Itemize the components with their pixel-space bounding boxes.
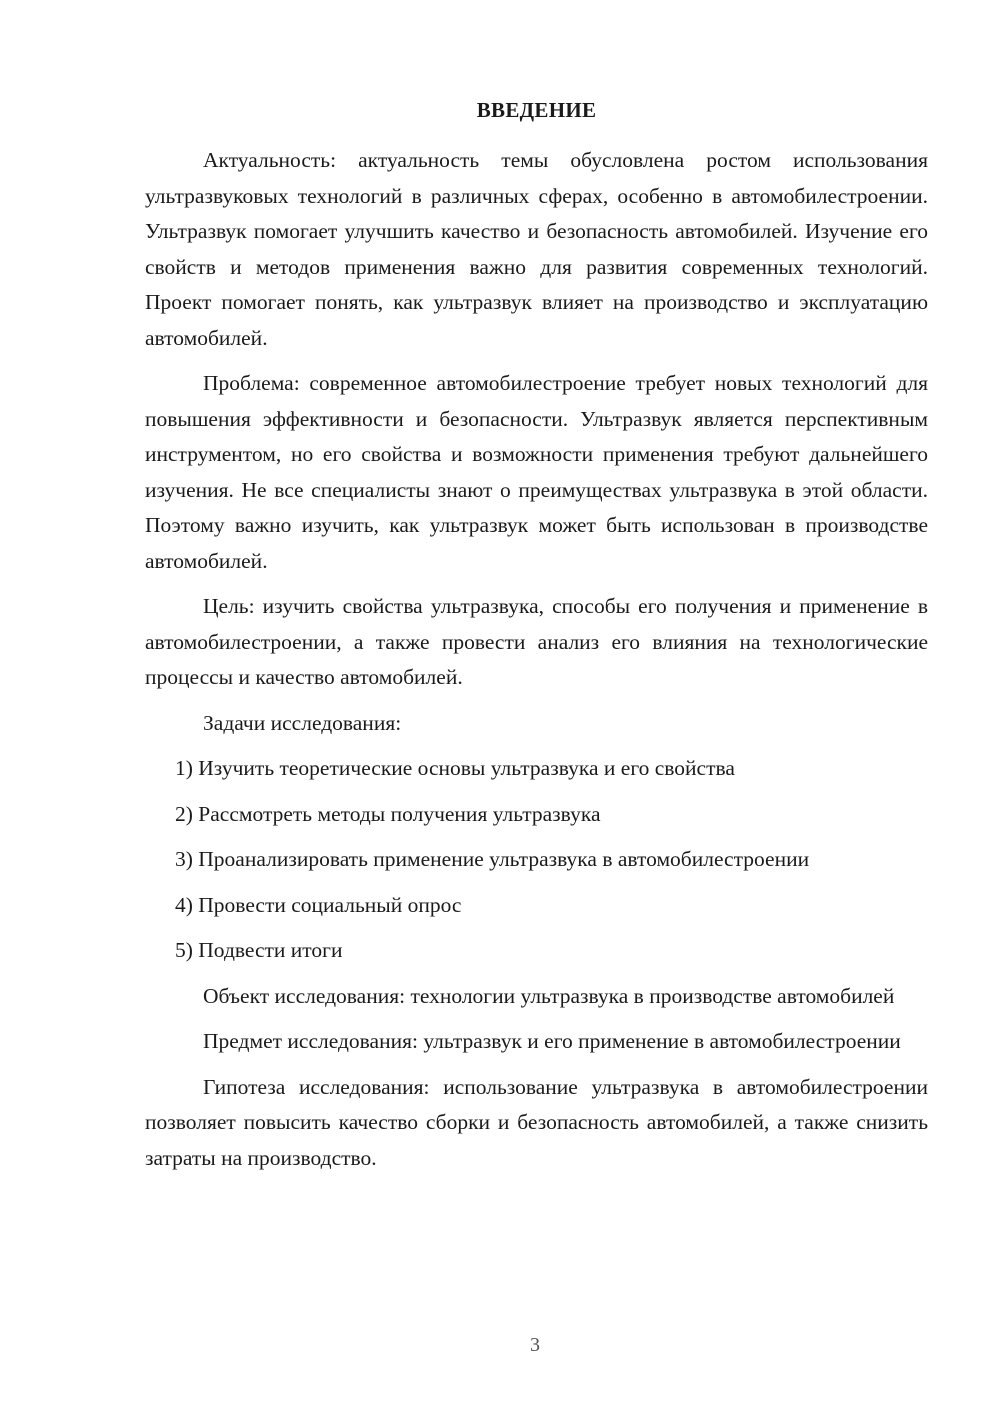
section-heading: ВВЕДЕНИЕ bbox=[476, 98, 597, 122]
tasks-list bbox=[145, 751, 928, 969]
paragraph-relevance: Актуальность: актуальность темы обусловлена ростом использования ультразвуковых технологий в различных сферах, особенно в автомобилестроении. Ультразвук помогает улучшить качество и безопасность автомобилей. Изучение его свойств и методов применения важно для развития современных технологий. Проект помогает понять, как ультразвук влияет на производство и эксплуатацию автомобилей. bbox=[145, 148, 928, 350]
list-item-task-5: 5) Подвести итоги bbox=[175, 938, 343, 962]
paragraph-problem: Проблема: современное автомобилестроение требует новых технологий для повышения эффективности и безопасности. Ультразвук является перспективным инструментом, но его свойства и возможности применения требуют дальнейшего изучения. Не все специалисты знают о преимуществах ультразвука в этой области. Поэтому важно изучить, как ультразвук может быть использован в производстве автомобилей. bbox=[145, 371, 928, 573]
page-number: 3 bbox=[530, 1334, 540, 1356]
list-item-task-1: 1) Изучить теоретические основы ультразвука и его свойства bbox=[175, 756, 735, 780]
document-page bbox=[145, 96, 928, 1186]
paragraph-hypothesis: Гипотеза исследования: использование ультразвука в автомобилестроении позволяет повысить качество сборки и безопасность автомобилей, а также снизить затраты на производство. bbox=[145, 1074, 928, 1170]
list-item-task-2: 2) Рассмотреть методы получения ультразвука bbox=[175, 801, 601, 826]
paragraph-goal: Цель: изучить свойства ультразвука, способы его получения и применение в автомобилестроении, а также провести анализ его влияния на технологические процессы и качество автомобилей. bbox=[145, 594, 928, 689]
tasks-title: Задачи исследования: bbox=[203, 710, 402, 735]
paragraph-object: Объект исследования: технологии ультразвука в производстве автомобилей bbox=[203, 983, 895, 1008]
list-item-task-4: 4) Провести социальный опрос bbox=[175, 892, 462, 917]
paragraph-subject: Предмет исследования: ультразвук и его применение в автомобилестроении bbox=[203, 1029, 901, 1053]
list-item-task-3: 3) Проанализировать применение ультразвука в автомобилестроении bbox=[175, 847, 810, 871]
